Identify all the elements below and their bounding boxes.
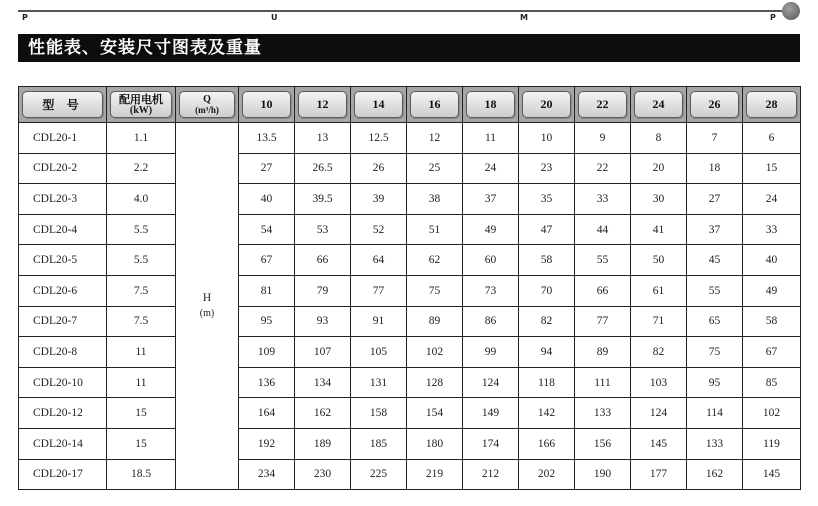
header-motor xyxy=(107,87,176,123)
head-value-cell: 180 xyxy=(407,428,463,459)
model-cell: CDL20-6 xyxy=(19,275,107,306)
head-value-cell: 47 xyxy=(519,214,575,245)
head-value-cell: 77 xyxy=(351,275,407,306)
header-flow-12 xyxy=(295,87,351,123)
table-row xyxy=(19,214,801,245)
header-flow-value: 18 xyxy=(484,97,497,111)
head-value-cell: 7 xyxy=(687,123,743,154)
model-cell: CDL20-14 xyxy=(19,428,107,459)
head-value-cell: 162 xyxy=(295,398,351,429)
table-row xyxy=(19,459,801,490)
head-value-cell: 145 xyxy=(743,459,801,490)
model-cell: CDL20-3 xyxy=(19,184,107,215)
header-flow-value: 26 xyxy=(708,97,721,111)
head-value-cell: 9 xyxy=(575,123,631,154)
head-value-cell: 65 xyxy=(687,306,743,337)
table-row xyxy=(19,184,801,215)
head-value-cell: 103 xyxy=(631,367,687,398)
head-value-cell: 102 xyxy=(743,398,801,429)
head-value-cell: 6 xyxy=(743,123,801,154)
head-value-cell: 111 xyxy=(575,367,631,398)
model-cell: CDL20-10 xyxy=(19,367,107,398)
head-value-cell: 64 xyxy=(351,245,407,276)
header-box xyxy=(634,91,683,118)
head-value-cell: 128 xyxy=(407,367,463,398)
head-value-cell: 75 xyxy=(407,275,463,306)
header-flow-value: 24 xyxy=(652,97,665,111)
head-value-cell: 73 xyxy=(463,275,519,306)
header-flow-value: 28 xyxy=(765,97,778,111)
head-value-cell: 75 xyxy=(687,337,743,368)
header-box xyxy=(578,91,627,118)
head-value-cell: 26 xyxy=(351,153,407,184)
head-value-cell: 202 xyxy=(519,459,575,490)
head-value-cell: 67 xyxy=(239,245,295,276)
head-value-cell: 27 xyxy=(239,153,295,184)
header-box xyxy=(22,91,103,118)
header-model xyxy=(19,87,107,123)
header-box xyxy=(410,91,459,118)
head-value-cell: 52 xyxy=(351,214,407,245)
head-value-cell: 89 xyxy=(407,306,463,337)
head-value-cell: 166 xyxy=(519,428,575,459)
motor-power-cell: 18.5 xyxy=(107,459,176,490)
motor-power-cell: 11 xyxy=(107,367,176,398)
table-row xyxy=(19,153,801,184)
head-value-cell: 13.5 xyxy=(239,123,295,154)
head-value-cell: 162 xyxy=(687,459,743,490)
head-value-cell: 212 xyxy=(463,459,519,490)
head-value-cell: 33 xyxy=(743,214,801,245)
table-row xyxy=(19,428,801,459)
motor-power-cell: 15 xyxy=(107,428,176,459)
head-value-cell: 37 xyxy=(463,184,519,215)
head-unit: (m) xyxy=(199,308,215,320)
head-value-cell: 102 xyxy=(407,337,463,368)
header-flow xyxy=(176,87,239,123)
table-row xyxy=(19,275,801,306)
head-value-cell: 149 xyxy=(463,398,519,429)
head-value-cell: 134 xyxy=(295,367,351,398)
table-body xyxy=(19,123,801,490)
head-value-cell: 26.5 xyxy=(295,153,351,184)
head-value-cell: 50 xyxy=(631,245,687,276)
header-flow-16 xyxy=(407,87,463,123)
motor-power-cell: 11 xyxy=(107,337,176,368)
head-value-cell: 136 xyxy=(239,367,295,398)
head-value-cell: 99 xyxy=(463,337,519,368)
head-value-cell: 44 xyxy=(575,214,631,245)
header-flow-22 xyxy=(575,87,631,123)
head-value-cell: 53 xyxy=(295,214,351,245)
table-row xyxy=(19,337,801,368)
header-flow-value: 16 xyxy=(428,97,441,111)
head-value-cell: 131 xyxy=(351,367,407,398)
head-value-cell: 58 xyxy=(743,306,801,337)
motor-power-cell: 7.5 xyxy=(107,275,176,306)
head-value-cell: 158 xyxy=(351,398,407,429)
head-value-cell: 39 xyxy=(351,184,407,215)
header-motor-unit: (kW) xyxy=(129,104,153,116)
head-value-cell: 37 xyxy=(687,214,743,245)
header-box xyxy=(298,91,347,118)
head-value-cell: 12 xyxy=(407,123,463,154)
head-value-cell: 164 xyxy=(239,398,295,429)
head-label-cell xyxy=(176,123,239,490)
head-value-cell: 23 xyxy=(519,153,575,184)
head-value-cell: 156 xyxy=(575,428,631,459)
model-cell: CDL20-1 xyxy=(19,123,107,154)
head-value-cell: 55 xyxy=(687,275,743,306)
head-value-cell: 38 xyxy=(407,184,463,215)
strip-letter-p1: P xyxy=(22,13,28,22)
head-value-cell: 39.5 xyxy=(295,184,351,215)
header-flow-value: 20 xyxy=(540,97,553,111)
top-rule xyxy=(18,10,786,12)
head-value-cell: 40 xyxy=(743,245,801,276)
table-row xyxy=(19,367,801,398)
header-flow-26 xyxy=(687,87,743,123)
head-value-cell: 95 xyxy=(239,306,295,337)
head-value-cell: 18 xyxy=(687,153,743,184)
header-flow-28 xyxy=(743,87,801,123)
head-value-cell: 12.5 xyxy=(351,123,407,154)
head-value-cell: 71 xyxy=(631,306,687,337)
head-value-cell: 15 xyxy=(743,153,801,184)
motor-power-cell: 5.5 xyxy=(107,214,176,245)
head-value-cell: 70 xyxy=(519,275,575,306)
header-box xyxy=(522,91,571,118)
model-cell: CDL20-5 xyxy=(19,245,107,276)
motor-power-cell: 2.2 xyxy=(107,153,176,184)
head-value-cell: 24 xyxy=(743,184,801,215)
head-value-cell: 86 xyxy=(463,306,519,337)
head-value-cell: 177 xyxy=(631,459,687,490)
strip-letter-u: U xyxy=(271,13,278,22)
section-title: 性能表、安装尺寸图表及重量 xyxy=(28,38,262,58)
head-value-cell: 107 xyxy=(295,337,351,368)
header-flow-value: 14 xyxy=(372,97,385,111)
header-flow-24 xyxy=(631,87,687,123)
header-box xyxy=(746,91,797,118)
header-box xyxy=(110,91,172,118)
header-flow-20 xyxy=(519,87,575,123)
head-value-cell: 118 xyxy=(519,367,575,398)
head-value-cell: 61 xyxy=(631,275,687,306)
strip-letter-p2: P xyxy=(770,13,776,22)
head-value-cell: 230 xyxy=(295,459,351,490)
head-value-cell: 20 xyxy=(631,153,687,184)
head-value-cell: 154 xyxy=(407,398,463,429)
head-value-cell: 192 xyxy=(239,428,295,459)
head-symbol: H xyxy=(202,292,212,305)
head-value-cell: 35 xyxy=(519,184,575,215)
head-value-cell: 85 xyxy=(743,367,801,398)
circle-icon xyxy=(782,2,800,20)
head-value-cell: 8 xyxy=(631,123,687,154)
head-value-cell: 119 xyxy=(743,428,801,459)
head-value-cell: 33 xyxy=(575,184,631,215)
table-row xyxy=(19,306,801,337)
head-value-cell: 45 xyxy=(687,245,743,276)
table-header-row xyxy=(19,87,801,123)
model-cell: CDL20-7 xyxy=(19,306,107,337)
head-value-cell: 41 xyxy=(631,214,687,245)
head-value-cell: 54 xyxy=(239,214,295,245)
header-motor-label: 配用电机 xyxy=(119,92,163,106)
head-value-cell: 225 xyxy=(351,459,407,490)
head-value-cell: 79 xyxy=(295,275,351,306)
header-model-label: 型 号 xyxy=(42,97,83,112)
head-value-cell: 27 xyxy=(687,184,743,215)
header-box xyxy=(466,91,515,118)
motor-power-cell: 4.0 xyxy=(107,184,176,215)
head-value-cell: 40 xyxy=(239,184,295,215)
head-value-cell: 13 xyxy=(295,123,351,154)
header-flow-14 xyxy=(351,87,407,123)
motor-power-cell: 5.5 xyxy=(107,245,176,276)
head-value-cell: 145 xyxy=(631,428,687,459)
header-flow-value: 22 xyxy=(596,97,609,111)
head-value-cell: 66 xyxy=(295,245,351,276)
head-value-cell: 234 xyxy=(239,459,295,490)
head-value-cell: 81 xyxy=(239,275,295,306)
section-title-bar xyxy=(18,34,800,62)
head-value-cell: 91 xyxy=(351,306,407,337)
table-row xyxy=(19,123,801,154)
header-box xyxy=(179,91,235,118)
head-value-cell: 49 xyxy=(463,214,519,245)
model-cell: CDL20-8 xyxy=(19,337,107,368)
head-value-cell: 190 xyxy=(575,459,631,490)
head-value-cell: 22 xyxy=(575,153,631,184)
head-value-cell: 124 xyxy=(463,367,519,398)
head-value-cell: 174 xyxy=(463,428,519,459)
head-value-cell: 142 xyxy=(519,398,575,429)
head-value-cell: 49 xyxy=(743,275,801,306)
header-box xyxy=(690,91,739,118)
head-value-cell: 95 xyxy=(687,367,743,398)
head-value-cell: 105 xyxy=(351,337,407,368)
head-value-cell: 51 xyxy=(407,214,463,245)
header-box xyxy=(242,91,291,118)
header-box xyxy=(354,91,403,118)
model-cell: CDL20-17 xyxy=(19,459,107,490)
head-value-cell: 67 xyxy=(743,337,801,368)
motor-power-cell: 7.5 xyxy=(107,306,176,337)
strip-letter-m: M xyxy=(520,13,528,22)
header-flow-18 xyxy=(463,87,519,123)
head-value-cell: 189 xyxy=(295,428,351,459)
head-value-cell: 10 xyxy=(519,123,575,154)
model-cell: CDL20-12 xyxy=(19,398,107,429)
head-value-cell: 77 xyxy=(575,306,631,337)
head-value-cell: 133 xyxy=(687,428,743,459)
head-value-cell: 30 xyxy=(631,184,687,215)
motor-power-cell: 1.1 xyxy=(107,123,176,154)
head-value-cell: 124 xyxy=(631,398,687,429)
head-value-cell: 66 xyxy=(575,275,631,306)
head-value-cell: 89 xyxy=(575,337,631,368)
head-value-cell: 62 xyxy=(407,245,463,276)
head-value-cell: 185 xyxy=(351,428,407,459)
header-flow-label: Q xyxy=(203,93,211,105)
motor-power-cell: 15 xyxy=(107,398,176,429)
head-value-cell: 133 xyxy=(575,398,631,429)
head-value-cell: 60 xyxy=(463,245,519,276)
header-flow-value: 10 xyxy=(260,97,273,111)
head-value-cell: 219 xyxy=(407,459,463,490)
model-cell: CDL20-2 xyxy=(19,153,107,184)
performance-table xyxy=(18,86,801,490)
head-value-cell: 114 xyxy=(687,398,743,429)
head-value-cell: 11 xyxy=(463,123,519,154)
head-value-cell: 82 xyxy=(631,337,687,368)
header-flow-unit: (m³/h) xyxy=(195,104,219,115)
table-row xyxy=(19,398,801,429)
head-value-cell: 55 xyxy=(575,245,631,276)
header-flow-value: 12 xyxy=(316,97,329,111)
table-row xyxy=(19,245,801,276)
head-value-cell: 24 xyxy=(463,153,519,184)
head-value-cell: 94 xyxy=(519,337,575,368)
head-value-cell: 58 xyxy=(519,245,575,276)
head-value-cell: 109 xyxy=(239,337,295,368)
head-value-cell: 82 xyxy=(519,306,575,337)
model-cell: CDL20-4 xyxy=(19,214,107,245)
head-value-cell: 25 xyxy=(407,153,463,184)
head-value-cell: 93 xyxy=(295,306,351,337)
header-flow-10 xyxy=(239,87,295,123)
